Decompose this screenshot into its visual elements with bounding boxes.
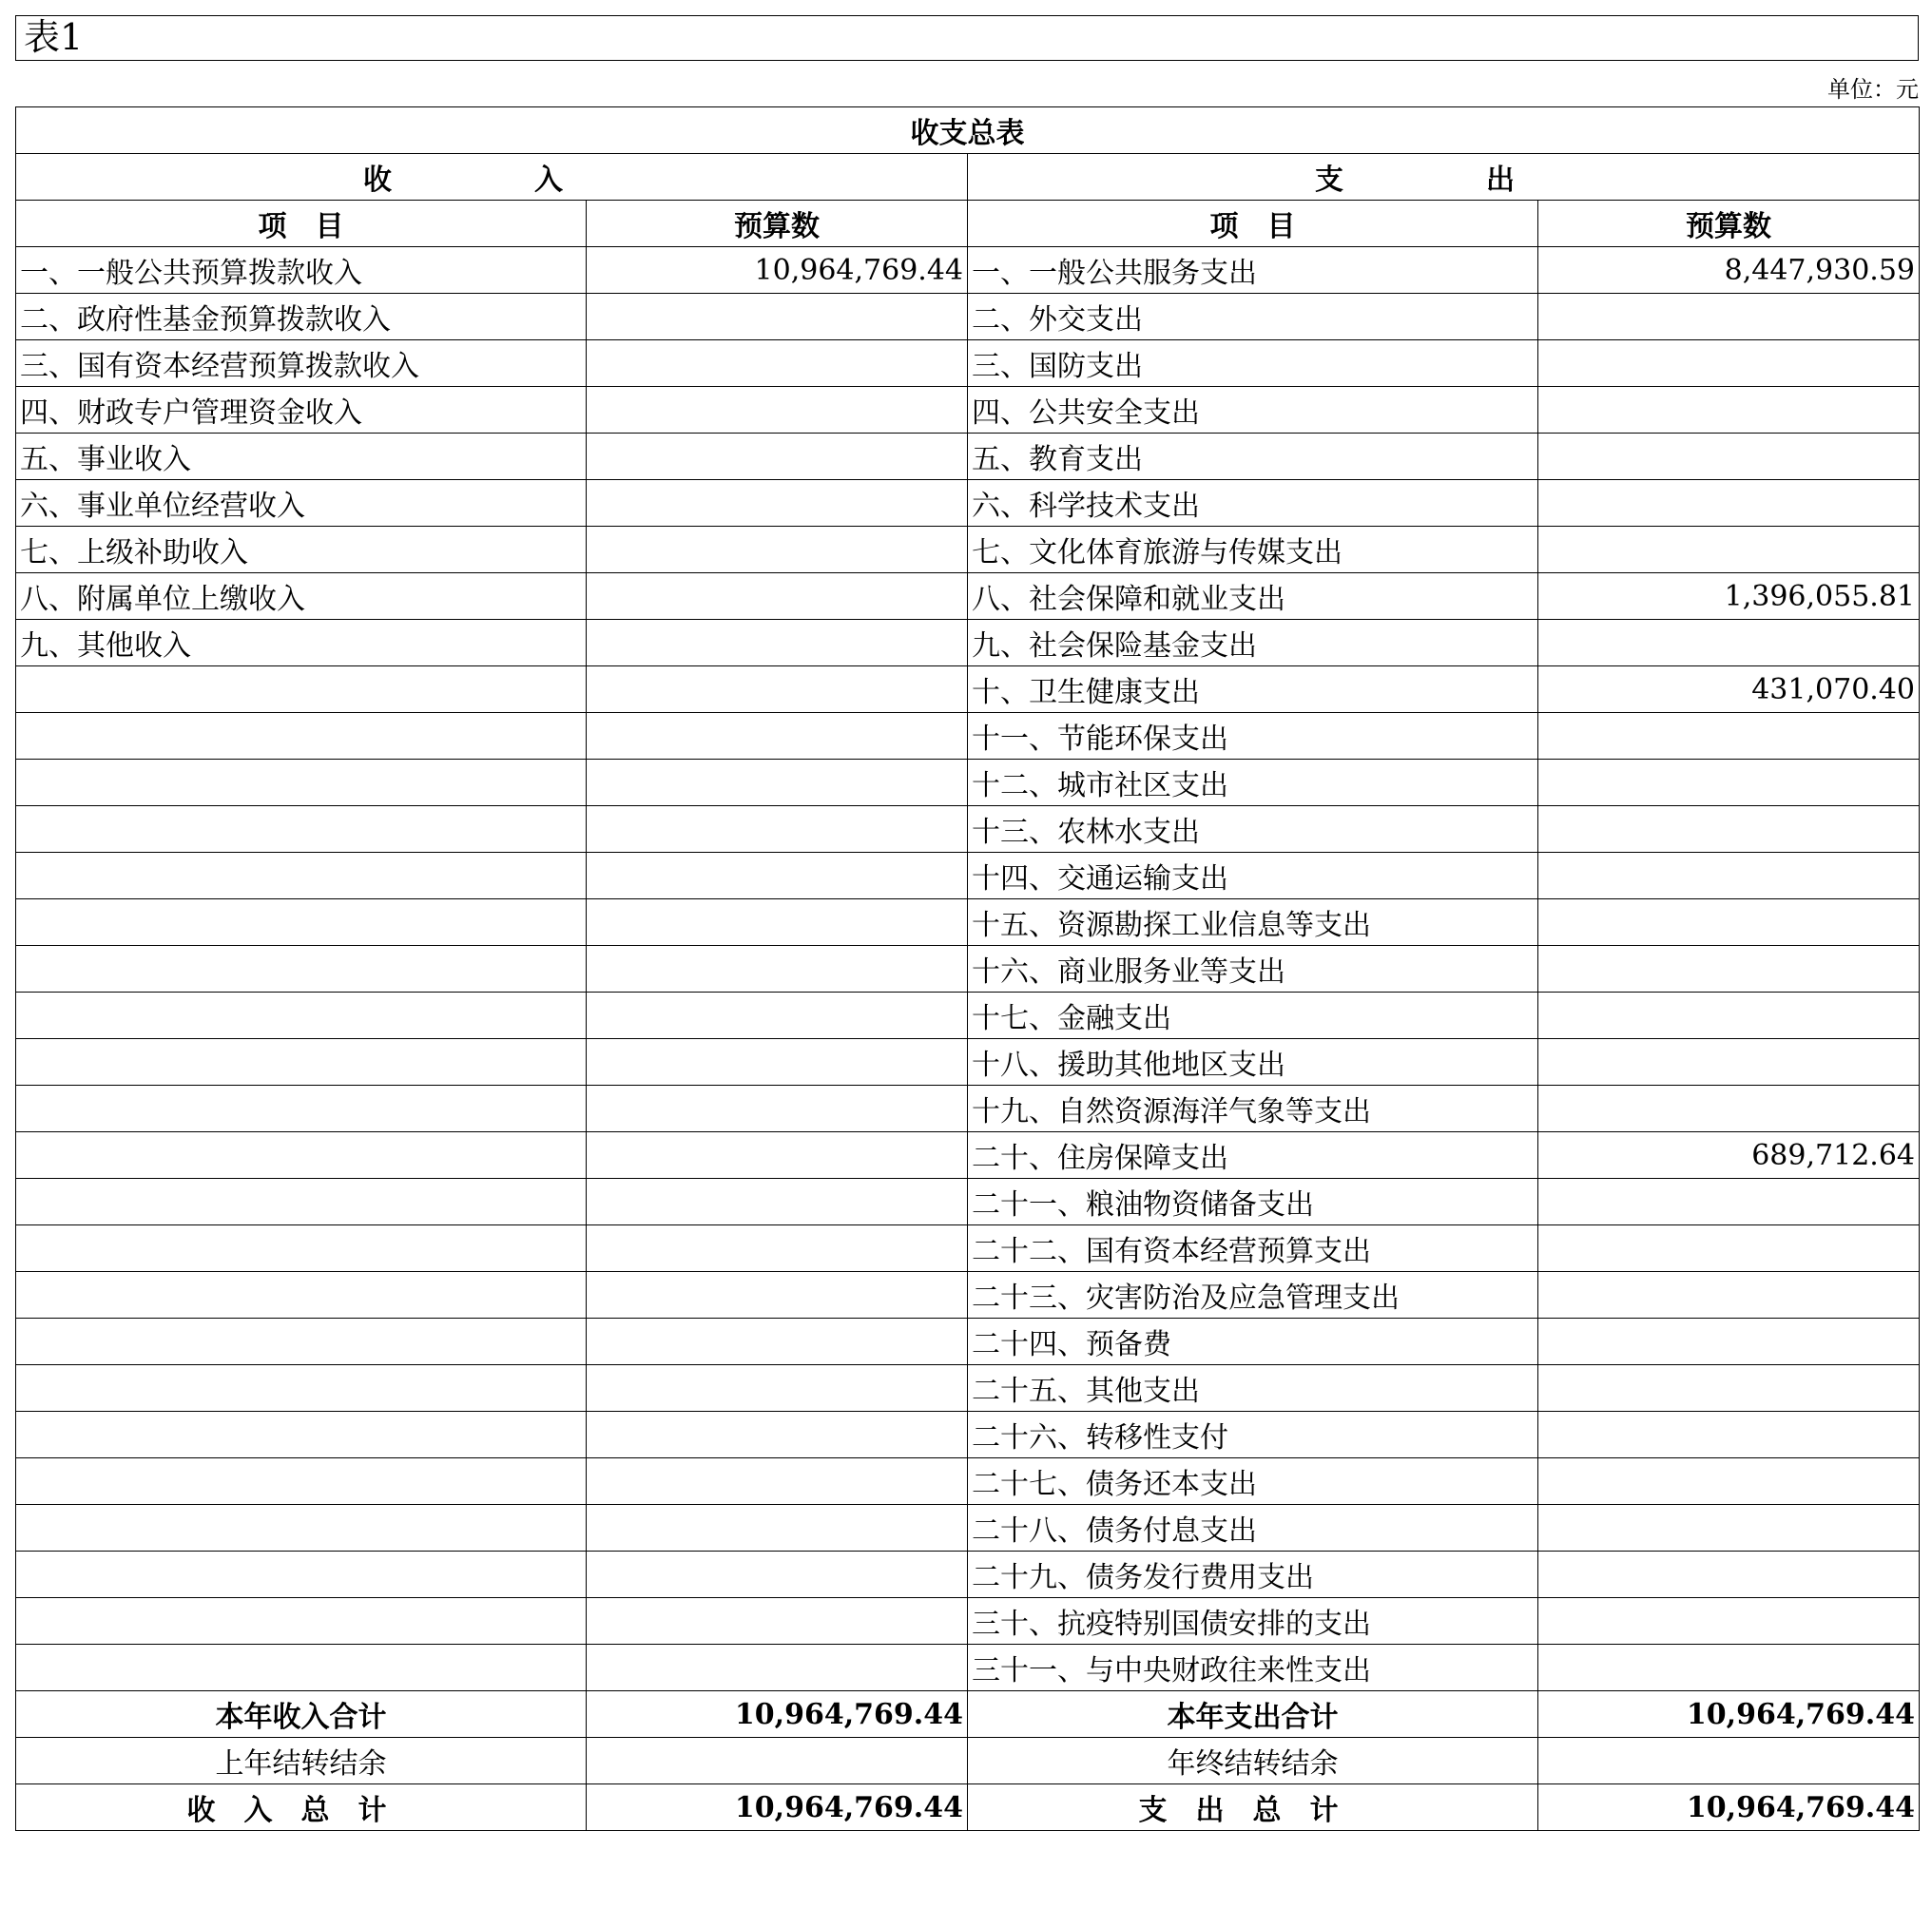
expense-section-header: 支 出 xyxy=(968,154,1920,201)
income-item-value xyxy=(587,853,968,899)
table-row xyxy=(16,294,1920,340)
expense-item-name: 二、外交支出 xyxy=(968,294,1538,340)
expense-item-value xyxy=(1538,620,1920,666)
expense-item-name: 十五、资源勘探工业信息等支出 xyxy=(968,899,1538,946)
expense-item-value xyxy=(1538,946,1920,993)
income-item-name xyxy=(16,1598,587,1645)
expense-item-value xyxy=(1538,1458,1920,1505)
income-item-value xyxy=(587,760,968,806)
income-item-value xyxy=(587,1272,968,1319)
expense-item-value xyxy=(1538,1552,1920,1598)
expense-item-name: 七、文化体育旅游与传媒支出 xyxy=(968,527,1538,573)
expense-item-name: 九、社会保险基金支出 xyxy=(968,620,1538,666)
income-summary-value xyxy=(587,1738,968,1784)
income-item-value xyxy=(587,1598,968,1645)
income-item-value xyxy=(587,294,968,340)
table-row xyxy=(16,713,1920,760)
summary-row xyxy=(16,1784,1920,1831)
expense-item-column-header: 项 目 xyxy=(968,201,1538,247)
expense-item-name: 十一、节能环保支出 xyxy=(968,713,1538,760)
expense-item-value xyxy=(1538,294,1920,340)
expense-item-name: 二十、住房保障支出 xyxy=(968,1132,1538,1179)
expense-item-name: 三十、抗疫特别国债安排的支出 xyxy=(968,1598,1538,1645)
table-row xyxy=(16,760,1920,806)
income-item-name xyxy=(16,946,587,993)
table-row xyxy=(16,1132,1920,1179)
income-item-name xyxy=(16,1132,587,1179)
expense-item-value xyxy=(1538,527,1920,573)
expense-item-value: 431,070.40 xyxy=(1538,666,1920,713)
income-item-value xyxy=(587,1552,968,1598)
income-item-name xyxy=(16,1272,587,1319)
expense-item-name: 二十九、债务发行费用支出 xyxy=(968,1552,1538,1598)
expense-item-name: 五、教育支出 xyxy=(968,434,1538,480)
income-item-value xyxy=(587,527,968,573)
income-item-value xyxy=(587,573,968,620)
table-row xyxy=(16,527,1920,573)
table-row xyxy=(16,1645,1920,1691)
table-row xyxy=(16,247,1920,294)
income-item-name xyxy=(16,1225,587,1272)
expense-item-value xyxy=(1538,1179,1920,1225)
income-item-name xyxy=(16,713,587,760)
income-item-value xyxy=(587,899,968,946)
expense-item-name: 十六、商业服务业等支出 xyxy=(968,946,1538,993)
expense-item-value xyxy=(1538,434,1920,480)
expense-item-value: 8,447,930.59 xyxy=(1538,247,1920,294)
expense-summary-value: 10,964,769.44 xyxy=(1538,1691,1920,1738)
expense-summary-label: 本年支出合计 xyxy=(968,1691,1538,1738)
table-row xyxy=(16,434,1920,480)
expense-item-name: 二十四、预备费 xyxy=(968,1319,1538,1365)
income-item-name xyxy=(16,1458,587,1505)
income-item-name: 三、国有资本经营预算拨款收入 xyxy=(16,340,587,387)
expense-item-value xyxy=(1538,1272,1920,1319)
income-section-header: 收 入 xyxy=(16,154,968,201)
expense-item-value xyxy=(1538,1225,1920,1272)
table-row xyxy=(16,620,1920,666)
income-item-name xyxy=(16,993,587,1039)
income-item-value xyxy=(587,434,968,480)
table-row xyxy=(16,1225,1920,1272)
income-item-name: 五、事业收入 xyxy=(16,434,587,480)
expense-summary-value xyxy=(1538,1738,1920,1784)
unit-label: 单位：元 xyxy=(1827,76,1919,103)
expense-item-name: 八、社会保障和就业支出 xyxy=(968,573,1538,620)
expense-item-name: 二十七、债务还本支出 xyxy=(968,1458,1538,1505)
table-row xyxy=(16,946,1920,993)
expense-summary-label: 年终结转结余 xyxy=(968,1738,1538,1784)
summary-row xyxy=(16,1738,1920,1784)
income-item-value xyxy=(587,1225,968,1272)
expense-item-name: 二十三、灾害防治及应急管理支出 xyxy=(968,1272,1538,1319)
table-row xyxy=(16,1505,1920,1552)
page-title: 收支总表 xyxy=(16,107,1920,154)
expense-item-name: 十七、金融支出 xyxy=(968,993,1538,1039)
income-item-value xyxy=(587,480,968,527)
income-item-name xyxy=(16,760,587,806)
income-item-value xyxy=(587,1645,968,1691)
table-row xyxy=(16,1179,1920,1225)
income-item-value: 10,964,769.44 xyxy=(587,247,968,294)
income-summary-label: 本年收入合计 xyxy=(16,1691,587,1738)
income-item-value xyxy=(587,946,968,993)
expense-item-value xyxy=(1538,1598,1920,1645)
income-item-value xyxy=(587,713,968,760)
income-item-value xyxy=(587,1319,968,1365)
income-summary-value: 10,964,769.44 xyxy=(587,1691,968,1738)
table-row xyxy=(16,1458,1920,1505)
expense-item-name: 三、国防支出 xyxy=(968,340,1538,387)
income-item-name xyxy=(16,1039,587,1086)
expense-item-name: 二十八、债务付息支出 xyxy=(968,1505,1538,1552)
expense-item-value xyxy=(1538,340,1920,387)
expense-summary-label: 支出总计 xyxy=(968,1784,1538,1831)
income-item-value xyxy=(587,1039,968,1086)
expense-budget-column-header: 预算数 xyxy=(1538,201,1920,247)
expense-item-value: 689,712.64 xyxy=(1538,1132,1920,1179)
table-row xyxy=(16,1552,1920,1598)
expense-item-name: 二十二、国有资本经营预算支出 xyxy=(968,1225,1538,1272)
expense-item-name: 二十五、其他支出 xyxy=(968,1365,1538,1412)
table-row xyxy=(16,480,1920,527)
table-row xyxy=(16,573,1920,620)
table-row xyxy=(16,1039,1920,1086)
expense-item-value xyxy=(1538,713,1920,760)
income-summary-value: 10,964,769.44 xyxy=(587,1784,968,1831)
income-item-value xyxy=(587,1179,968,1225)
income-item-name xyxy=(16,1365,587,1412)
table-row xyxy=(16,1598,1920,1645)
income-item-name xyxy=(16,853,587,899)
income-item-value xyxy=(587,806,968,853)
income-item-name xyxy=(16,1412,587,1458)
expense-item-name: 一、一般公共服务支出 xyxy=(968,247,1538,294)
table-row xyxy=(16,1365,1920,1412)
income-item-value xyxy=(587,1458,968,1505)
expense-item-name: 二十一、粮油物资储备支出 xyxy=(968,1179,1538,1225)
income-item-name xyxy=(16,666,587,713)
income-item-value xyxy=(587,387,968,434)
table-row xyxy=(16,993,1920,1039)
income-item-name: 七、上级补助收入 xyxy=(16,527,587,573)
summary-row xyxy=(16,1691,1920,1738)
table-label: 表1 xyxy=(15,15,1919,61)
expense-item-value xyxy=(1538,806,1920,853)
income-item-name: 六、事业单位经营收入 xyxy=(16,480,587,527)
expense-item-value xyxy=(1538,1505,1920,1552)
expense-item-value xyxy=(1538,480,1920,527)
expense-item-name: 十八、援助其他地区支出 xyxy=(968,1039,1538,1086)
income-item-name xyxy=(16,899,587,946)
expense-item-value xyxy=(1538,387,1920,434)
income-item-name: 二、政府性基金预算拨款收入 xyxy=(16,294,587,340)
expense-item-value xyxy=(1538,1086,1920,1132)
income-summary-label: 收入总计 xyxy=(16,1784,587,1831)
column-header-row xyxy=(16,201,1920,247)
expense-item-value xyxy=(1538,1645,1920,1691)
table-row xyxy=(16,899,1920,946)
expense-item-name: 十二、城市社区支出 xyxy=(968,760,1538,806)
income-item-name xyxy=(16,806,587,853)
expense-summary-value: 10,964,769.44 xyxy=(1538,1784,1920,1831)
income-item-name: 九、其他收入 xyxy=(16,620,587,666)
expense-item-value: 1,396,055.81 xyxy=(1538,573,1920,620)
table-row xyxy=(16,387,1920,434)
income-item-value xyxy=(587,993,968,1039)
expense-item-name: 十四、交通运输支出 xyxy=(968,853,1538,899)
expense-item-value xyxy=(1538,993,1920,1039)
expense-item-value xyxy=(1538,853,1920,899)
income-item-name: 八、附属单位上缴收入 xyxy=(16,573,587,620)
income-item-name xyxy=(16,1645,587,1691)
income-item-column-header: 项 目 xyxy=(16,201,587,247)
expense-item-value xyxy=(1538,1319,1920,1365)
table-row xyxy=(16,340,1920,387)
income-item-value xyxy=(587,1505,968,1552)
budget-summary-table xyxy=(15,106,1920,1831)
expense-item-name: 三十一、与中央财政往来性支出 xyxy=(968,1645,1538,1691)
income-item-value xyxy=(587,1365,968,1412)
expense-item-value xyxy=(1538,1365,1920,1412)
income-item-name xyxy=(16,1319,587,1365)
income-item-value xyxy=(587,666,968,713)
table-row xyxy=(16,1319,1920,1365)
section-header-row xyxy=(16,154,1920,201)
expense-item-name: 六、科学技术支出 xyxy=(968,480,1538,527)
income-item-name: 一、一般公共预算拨款收入 xyxy=(16,247,587,294)
expense-item-value xyxy=(1538,760,1920,806)
expense-item-name: 二十六、转移性支付 xyxy=(968,1412,1538,1458)
income-item-value xyxy=(587,1086,968,1132)
expense-item-value xyxy=(1538,1039,1920,1086)
expense-item-name: 十、卫生健康支出 xyxy=(968,666,1538,713)
table-row xyxy=(16,666,1920,713)
income-item-name xyxy=(16,1086,587,1132)
table-row xyxy=(16,806,1920,853)
income-summary-label: 上年结转结余 xyxy=(16,1738,587,1784)
table-row xyxy=(16,1086,1920,1132)
table-row xyxy=(16,1412,1920,1458)
expense-item-name: 四、公共安全支出 xyxy=(968,387,1538,434)
income-item-name xyxy=(16,1179,587,1225)
income-item-value xyxy=(587,620,968,666)
income-item-name xyxy=(16,1552,587,1598)
income-item-value xyxy=(587,340,968,387)
expense-item-name: 十三、农林水支出 xyxy=(968,806,1538,853)
income-item-value xyxy=(587,1412,968,1458)
expense-item-value xyxy=(1538,1412,1920,1458)
title-row xyxy=(16,107,1920,154)
income-item-name xyxy=(16,1505,587,1552)
income-item-name: 四、财政专户管理资金收入 xyxy=(16,387,587,434)
expense-item-value xyxy=(1538,899,1920,946)
table-row xyxy=(16,1272,1920,1319)
income-item-value xyxy=(587,1132,968,1179)
income-budget-column-header: 预算数 xyxy=(587,201,968,247)
expense-item-name: 十九、自然资源海洋气象等支出 xyxy=(968,1086,1538,1132)
table-row xyxy=(16,853,1920,899)
